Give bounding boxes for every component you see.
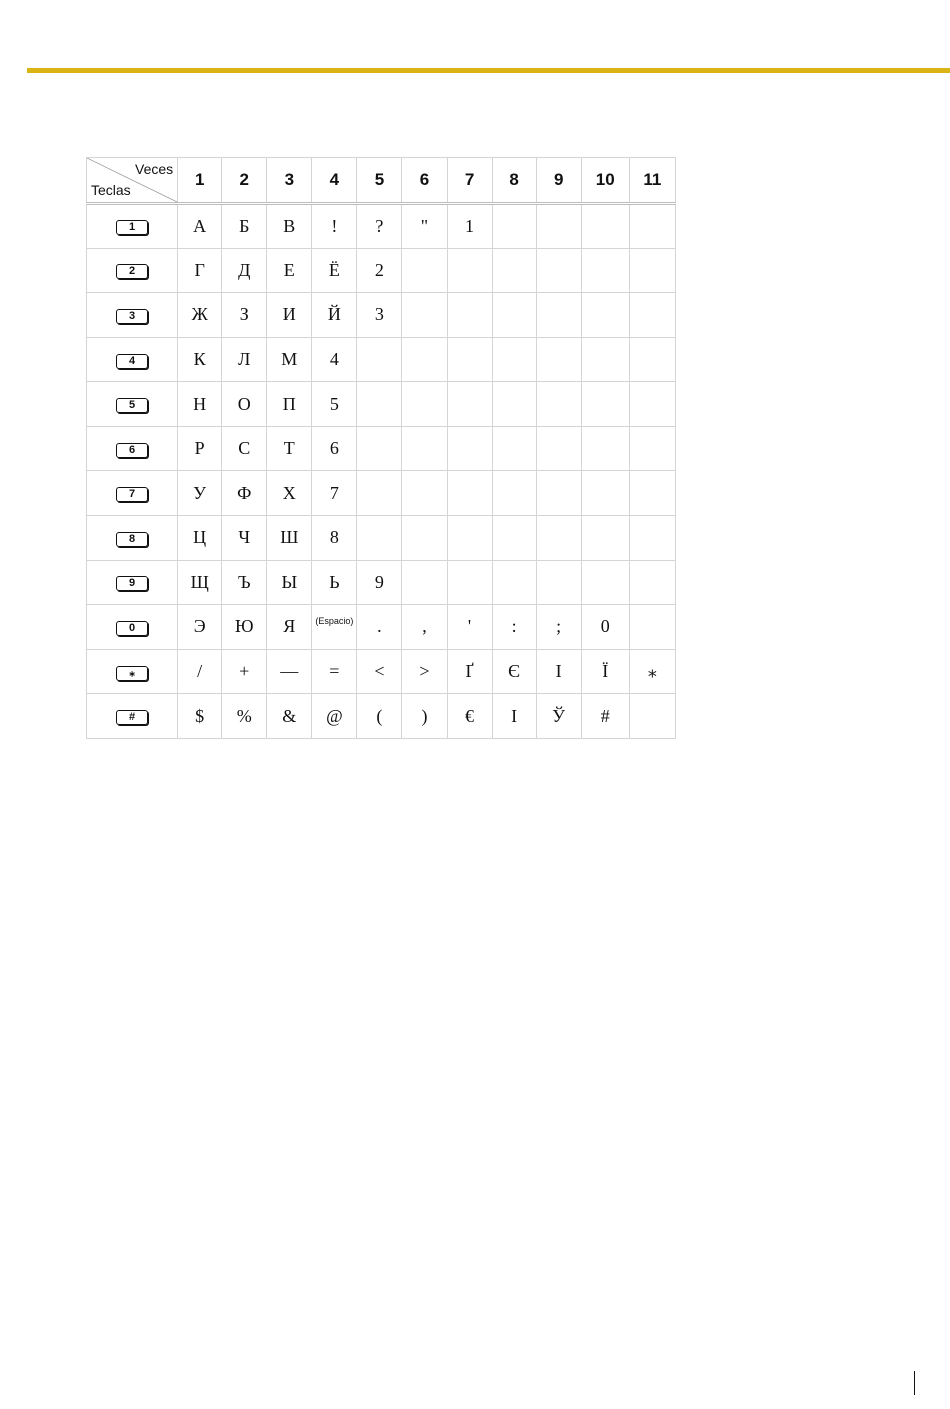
char-cell: И [267,293,312,338]
char-cell [536,293,581,338]
char-cell [447,293,492,338]
char-cell [492,204,536,249]
char-cell [629,560,675,605]
table-row [87,204,676,249]
char-cell [402,248,447,293]
key-cell [87,649,178,694]
key-cell [87,204,178,249]
char-cell: 4 [312,337,357,382]
char-cell [402,382,447,427]
table-row [87,293,676,338]
char-cell: & [267,694,312,739]
char-cell: ( [357,694,402,739]
character-map-table [86,157,676,739]
char-cell: @ [312,694,357,739]
char-cell: Б [222,204,267,249]
column-header-2: 2 [222,158,267,204]
char-cell: 2 [357,248,402,293]
char-cell: ⁎ [629,649,675,694]
char-cell [536,337,581,382]
char-cell: Л [222,337,267,382]
table-row [87,248,676,293]
char-cell: Д [222,248,267,293]
char-cell: # [581,694,629,739]
char-cell [402,337,447,382]
char-cell: Ц [178,516,222,561]
char-cell: Г [178,248,222,293]
char-cell: О [222,382,267,427]
table-row [87,426,676,471]
column-header-3: 3 [267,158,312,204]
char-cell: (Espacio) [312,605,357,650]
char-cell: М [267,337,312,382]
char-cell [629,382,675,427]
char-cell: Ы [267,560,312,605]
char-cell: 8 [312,516,357,561]
char-cell: Э [178,605,222,650]
char-cell [629,471,675,516]
char-cell: Т [267,426,312,471]
table-row [87,694,676,739]
column-header-8: 8 [492,158,536,204]
table-row [87,471,676,516]
column-header-7: 7 [447,158,492,204]
char-cell: Ё [312,248,357,293]
keys-label: Teclas [91,182,131,198]
char-cell: Й [312,293,357,338]
char-cell [357,426,402,471]
char-cell: П [267,382,312,427]
key-cell [87,337,178,382]
table-row [87,337,676,382]
char-cell [402,293,447,338]
char-cell [581,204,629,249]
page-edge-mark [914,1371,915,1395]
char-cell [629,694,675,739]
char-cell [629,605,675,650]
key-cell [87,605,178,650]
column-header-6: 6 [402,158,447,204]
keypad-key-icon: 6 [116,443,148,458]
char-cell: Ъ [222,560,267,605]
table-body [87,204,676,739]
char-cell: — [267,649,312,694]
char-cell [536,204,581,249]
char-cell: = [312,649,357,694]
char-cell: Ў [536,694,581,739]
char-cell [492,293,536,338]
char-cell: Е [267,248,312,293]
char-cell [581,293,629,338]
char-cell: 0 [581,605,629,650]
column-header-5: 5 [357,158,402,204]
char-cell: К [178,337,222,382]
char-cell [447,426,492,471]
char-cell [536,382,581,427]
times-label: Veces [135,161,174,177]
char-cell: > [402,649,447,694]
key-cell [87,382,178,427]
char-cell: Ж [178,293,222,338]
table-row [87,560,676,605]
char-cell: Ю [222,605,267,650]
char-cell [402,471,447,516]
char-cell: Ш [267,516,312,561]
char-cell: А [178,204,222,249]
table-row [87,605,676,650]
keypad-key-icon: 5 [116,398,148,413]
char-cell [581,337,629,382]
char-cell [629,204,675,249]
column-header-1: 1 [178,158,222,204]
char-cell [536,471,581,516]
key-cell [87,560,178,605]
char-cell: : [492,605,536,650]
char-cell: " [402,204,447,249]
char-cell [536,516,581,561]
char-cell [581,382,629,427]
char-cell [629,516,675,561]
char-cell [536,426,581,471]
keypad-key-icon: 0 [116,621,148,636]
char-cell [447,382,492,427]
char-cell: В [267,204,312,249]
char-cell [447,248,492,293]
char-cell: Є [492,649,536,694]
table-row [87,382,676,427]
keypad-key-icon: 8 [116,532,148,547]
char-cell [357,516,402,561]
key-cell [87,293,178,338]
char-cell: 3 [357,293,402,338]
char-cell [402,426,447,471]
key-cell [87,694,178,739]
char-cell: $ [178,694,222,739]
char-cell: Ч [222,516,267,561]
char-cell: Н [178,382,222,427]
header-rule [27,68,950,73]
char-cell: І [536,649,581,694]
char-cell [447,337,492,382]
char-cell [581,560,629,605]
char-cell [492,337,536,382]
char-cell [357,382,402,427]
char-cell: % [222,694,267,739]
key-cell [87,248,178,293]
char-cell: Ґ [447,649,492,694]
char-cell [581,248,629,293]
char-cell: 6 [312,426,357,471]
char-cell: + [222,649,267,694]
keypad-key-icon: 4 [116,354,148,369]
char-cell: , [402,605,447,650]
column-header-11: 11 [629,158,675,204]
column-header-4: 4 [312,158,357,204]
char-cell [357,337,402,382]
key-cell [87,516,178,561]
char-cell [492,516,536,561]
char-cell: Х [267,471,312,516]
keypad-key-icon: ⁎ [116,666,148,681]
char-cell [629,426,675,471]
char-cell [629,337,675,382]
keypad-key-icon: 2 [116,264,148,279]
keypad-key-icon: 9 [116,576,148,591]
char-cell: У [178,471,222,516]
header-row [87,158,676,204]
key-cell [87,471,178,516]
char-cell [492,471,536,516]
char-cell: . [357,605,402,650]
char-cell [536,560,581,605]
char-cell [492,426,536,471]
char-cell: < [357,649,402,694]
char-cell: 7 [312,471,357,516]
keypad-key-icon: # [116,710,148,725]
column-header-10: 10 [581,158,629,204]
char-cell: ; [536,605,581,650]
char-cell: Р [178,426,222,471]
char-cell: € [447,694,492,739]
key-cell [87,426,178,471]
corner-header [87,158,178,204]
char-cell: Щ [178,560,222,605]
char-cell: / [178,649,222,694]
keypad-key-icon: 7 [116,487,148,502]
char-cell [447,560,492,605]
char-cell [402,560,447,605]
char-cell: ' [447,605,492,650]
char-cell: 1 [447,204,492,249]
char-cell [581,516,629,561]
char-cell: З [222,293,267,338]
char-cell: ) [402,694,447,739]
char-cell [447,471,492,516]
char-cell: 5 [312,382,357,427]
table-row [87,649,676,694]
char-cell [536,248,581,293]
char-cell [492,248,536,293]
char-cell [447,516,492,561]
char-cell: ! [312,204,357,249]
char-cell [581,471,629,516]
char-cell [581,426,629,471]
char-cell [629,293,675,338]
char-cell: С [222,426,267,471]
char-cell: Я [267,605,312,650]
char-cell [357,471,402,516]
char-cell [492,560,536,605]
keypad-key-icon: 3 [116,309,148,324]
char-cell [492,382,536,427]
char-cell: I [492,694,536,739]
char-cell [629,248,675,293]
char-cell: ? [357,204,402,249]
table-row [87,516,676,561]
char-cell: 9 [357,560,402,605]
char-cell: Ф [222,471,267,516]
keypad-key-icon: 1 [116,220,148,235]
char-cell [402,516,447,561]
char-cell: Ь [312,560,357,605]
column-header-9: 9 [536,158,581,204]
char-cell: Ї [581,649,629,694]
